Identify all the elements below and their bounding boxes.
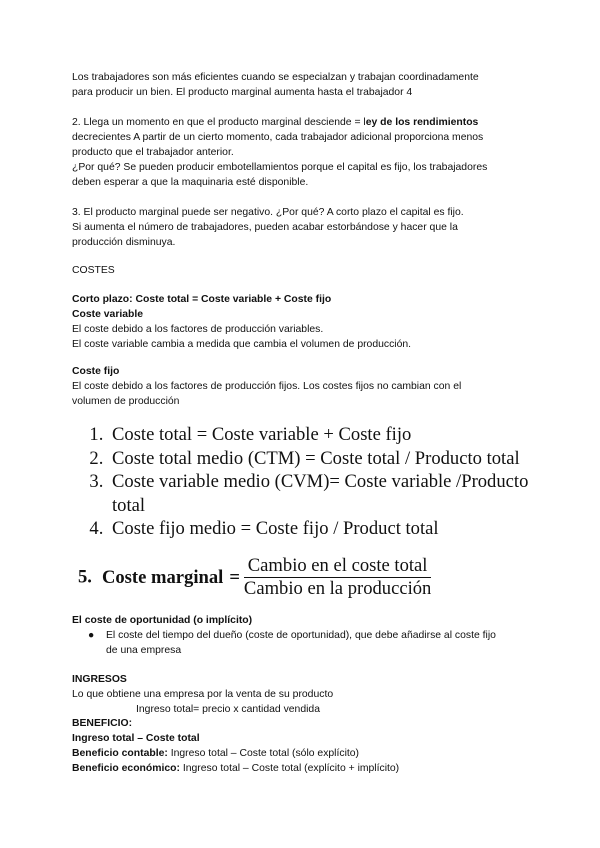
intro-paragraph-3 — [72, 205, 542, 250]
formula-item: 4. Coste fijo medio = Coste fijo / Product total — [108, 517, 548, 541]
intro-paragraph-2 — [72, 115, 542, 190]
coste-marginal-fraction — [244, 556, 431, 599]
ingresos-line2: Ingreso total= precio x cantidad vendida — [136, 704, 320, 715]
coste-variable-line2: El coste variable cambia a medida que cambia el volumen de producción. — [72, 339, 412, 350]
coste-fijo-section — [72, 364, 542, 409]
costes-heading — [72, 263, 542, 278]
coste-oportunidad-title-text: El coste de oportunidad (o implícito) — [72, 615, 253, 626]
coste-variable-line1: El coste debido a los factores de producción variables. — [72, 324, 324, 335]
intro-p1-line2: para producir un bien. El producto marginal aumenta hasta el trabajador 4 — [72, 87, 413, 98]
intro-p2-line5: deben esperar a que la maquinaria esté disponible. — [72, 177, 309, 188]
beneficio-contable-label: Beneficio contable: — [72, 748, 168, 759]
ingresos-line1: Lo que obtiene una empresa por la venta de su producto — [72, 689, 334, 700]
fraction-denominator: Cambio en la producción — [243, 578, 432, 599]
beneficio-title — [72, 716, 542, 731]
intro-p2-line1 — [72, 115, 542, 130]
coste-fijo-line2: volumen de producción — [72, 396, 180, 407]
coste-marginal-number: 5. — [78, 566, 92, 588]
coste-variable-title — [72, 307, 542, 322]
costes-heading-text: COSTES — [72, 265, 115, 276]
beneficio-economico — [72, 761, 542, 776]
intro-p2-line1-text: 2. Llega un momento en que el producto marginal desciende = l — [72, 117, 366, 128]
bullet-icon: ● — [88, 630, 95, 641]
coste-oportunidad-section — [72, 613, 542, 658]
formula-ordered-list — [78, 423, 548, 541]
coste-marginal-label: Coste marginal — [101, 566, 224, 588]
beneficio-contable — [72, 746, 542, 761]
intro-p3-line2: Si aumenta el número de trabajadores, pueden acabar estorbándose y hacer que la — [72, 222, 458, 233]
intro-p2-line2: decrecientes A partir de un cierto momento, cada trabajador adicional proporciona menos — [72, 132, 484, 143]
intro-p1-line1: Los trabajadores son más eficientes cuando se especialzan y trabajan coordinadamente — [72, 72, 479, 83]
beneficio-line1 — [72, 731, 542, 746]
beneficio-economico-label: Beneficio económico: — [72, 763, 180, 774]
beneficio-economico-text: Ingreso total – Coste total (explícito + implícito) — [179, 763, 400, 774]
intro-p2-line4: ¿Por qué? Se pueden producir embotellamientos porque el capital es fijo, los trabajadores — [72, 162, 488, 173]
cost-formulas-list — [78, 423, 548, 541]
corto-plazo-bold: Corto plazo: Coste total = Coste variable + Coste fijo — [72, 294, 332, 305]
beneficio-line1-text: Ingreso total – Coste total — [72, 733, 200, 744]
intro-p3-line1: 3. El producto marginal puede ser negativo. ¿Por qué? A corto plazo el capital es fijo. — [72, 207, 464, 218]
corto-plazo-line — [72, 292, 542, 307]
ingresos-section — [72, 672, 542, 717]
fraction-numerator: Cambio en el coste total — [244, 556, 431, 578]
coste-marginal-formula — [78, 556, 548, 599]
coste-fijo-line1: El coste debido a los factores de producción fijos. Los costes fijos no cambian con el — [72, 381, 462, 392]
intro-p2-line3: producto que el trabajador anterior. — [72, 147, 234, 158]
list-item — [88, 628, 542, 658]
beneficio-section — [72, 716, 542, 776]
formula-item: 2. Coste total medio (CTM) = Coste total / Producto total — [108, 447, 548, 471]
coste-variable-title-text: Coste variable — [72, 309, 144, 320]
coste-fijo-title — [72, 364, 542, 379]
formula-item: 3. Coste variable medio (CVM)= Coste variable /Producto total — [108, 470, 548, 517]
beneficio-contable-text: Ingreso total – Coste total (sólo explícito) — [167, 748, 360, 759]
coste-oportunidad-title — [72, 613, 542, 628]
bullet-line1: El coste del tiempo del dueño (coste de oportunidad), que debe añadirse al coste fijo — [106, 630, 496, 641]
intro-paragraph-1 — [72, 70, 542, 100]
coste-variable-section — [72, 292, 542, 352]
ley-rendimientos-bold: ey de los rendimientos — [365, 117, 479, 128]
coste-marginal-equals: = — [229, 566, 240, 588]
coste-fijo-title-text: Coste fijo — [72, 366, 120, 377]
intro-p3-line3: producción disminuya. — [72, 237, 176, 248]
ingresos-title-text: INGRESOS — [72, 674, 127, 685]
beneficio-title-text: BENEFICIO: — [72, 718, 133, 729]
bullet-line2: de una empresa — [106, 645, 182, 656]
coste-oportunidad-list — [72, 628, 542, 658]
ingresos-title — [72, 672, 542, 687]
formula-item: 1. Coste total = Coste variable + Coste fijo — [108, 423, 548, 447]
